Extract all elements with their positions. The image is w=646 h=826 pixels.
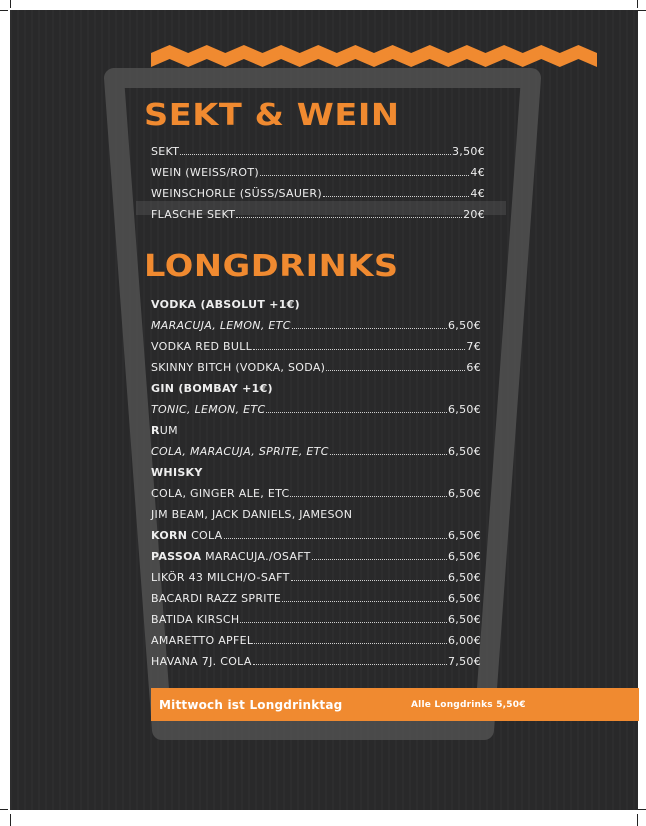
zigzag-decoration-icon (151, 45, 597, 67)
list-item: WEIN (WEISS/ROT) 4€ (151, 166, 485, 179)
list-item: AMARETTO APFEL 6,00€ (151, 634, 481, 647)
list-item: COLA, MARACUJA, SPRITE, ETC 6,50€ (151, 445, 481, 458)
category-whisky: WHISKY (151, 466, 203, 479)
crop-mark-bottom-right-h (638, 809, 646, 810)
list-item: TONIC, LEMON, ETC 6,50€ (151, 403, 481, 416)
crop-mark-bottom-left-v (10, 814, 11, 826)
sekt-wein-list (151, 145, 485, 229)
crop-mark-top-right-h (638, 10, 646, 11)
crop-mark-top-right-v (637, 0, 638, 8)
list-item: SEKT 3,50€ (151, 145, 485, 158)
list-item: PASSOA MARACUJA./OSAFT 6,50€ (151, 550, 481, 563)
list-item: SKINNY BITCH (VODKA, SODA) 6€ (151, 361, 481, 374)
list-item: FLASCHE SEKT 20€ (151, 208, 485, 221)
crop-mark-top-left-h (0, 10, 8, 11)
longdrinks-list (151, 298, 481, 676)
section-title-longdrinks: LONGDRINKS (144, 249, 399, 284)
list-item: VODKA RED BULL 7€ (151, 340, 481, 353)
crop-mark-bottom-right-v (637, 814, 638, 826)
list-item: MARACUJA, LEMON, ETC 6,50€ (151, 319, 481, 332)
list-item: JIM BEAM, JACK DANIELS, JAMESON (151, 508, 353, 521)
category-rum: RUM (151, 424, 178, 437)
list-item: HAVANA 7J. COLA 7,50€ (151, 655, 481, 668)
promo-banner-title: Mittwoch ist Longdrinktag (159, 697, 343, 712)
promo-banner-detail: Alle Longdrinks 5,50€ (411, 699, 526, 710)
list-item: KORN COLA 6,50€ (151, 529, 481, 542)
promo-banner (151, 688, 639, 721)
section-title-sekt-wein: SEKT & WEIN (144, 98, 400, 133)
list-item: COLA, GINGER ALE, ETC 6,50€ (151, 487, 481, 500)
list-item: BATIDA KIRSCH 6,50€ (151, 613, 481, 626)
list-item: BACARDI RAZZ SPRITE 6,50€ (151, 592, 481, 605)
list-item: LIKÖR 43 MILCH/O-SAFT 6,50€ (151, 571, 481, 584)
crop-mark-top-left-v (10, 0, 11, 8)
category-vodka: VODKA (ABSOLUT +1€) (151, 298, 301, 311)
category-gin: GIN (BOMBAY +1€) (151, 382, 273, 395)
list-item: WEINSCHORLE (SÜSS/SAUER) 4€ (151, 187, 485, 200)
crop-mark-bottom-left-h (0, 809, 8, 810)
